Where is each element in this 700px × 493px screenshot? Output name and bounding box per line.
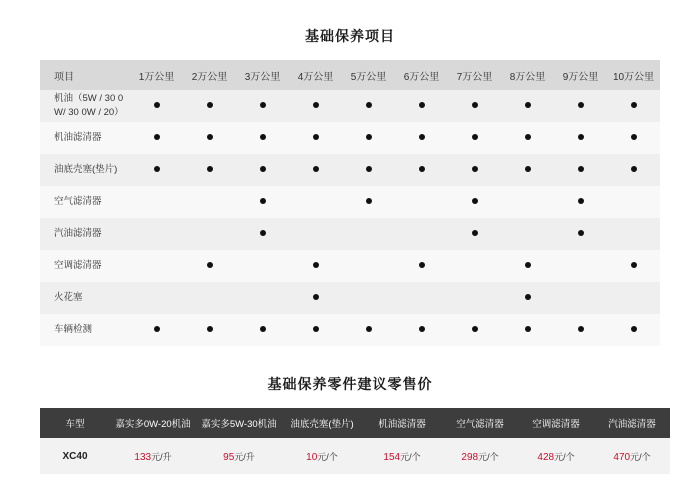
maintenance-empty-cell <box>342 282 395 314</box>
bullet-dot-icon <box>631 262 637 268</box>
maintenance-item-label: 空气滤清器 <box>54 196 102 208</box>
maintenance-mark-cell <box>342 186 395 218</box>
maintenance-empty-cell <box>236 250 289 282</box>
maintenance-mark-cell <box>183 90 236 122</box>
maintenance-empty-cell <box>183 186 236 218</box>
maintenance-mark-cell <box>448 218 501 250</box>
bullet-dot-icon <box>207 102 213 108</box>
parts-model-label: XC40 <box>40 438 110 474</box>
bullet-dot-icon <box>472 166 478 172</box>
maintenance-mark-cell <box>501 154 554 186</box>
parts-price-cell <box>442 438 518 474</box>
table-row <box>40 154 660 186</box>
bullet-dot-icon <box>525 166 531 172</box>
price-value: 154 <box>383 451 401 463</box>
bullet-dot-icon <box>578 166 584 172</box>
price-value: 95 <box>223 451 235 463</box>
bullet-dot-icon <box>631 166 637 172</box>
maintenance-table-body <box>40 90 660 346</box>
maintenance-mark-cell <box>289 282 342 314</box>
bullet-dot-icon <box>366 134 372 140</box>
table-row <box>40 314 660 346</box>
maintenance-mark-cell <box>395 314 448 346</box>
maintenance-empty-cell <box>395 218 448 250</box>
table-row <box>40 438 670 474</box>
bullet-dot-icon <box>525 102 531 108</box>
maintenance-empty-cell <box>130 282 183 314</box>
parts-price-table <box>40 408 670 474</box>
bullet-dot-icon <box>260 326 266 332</box>
maintenance-item-label: 机油滤清器 <box>54 132 102 144</box>
price-value: 428 <box>537 451 555 463</box>
maintenance-empty-cell <box>501 218 554 250</box>
maintenance-item-label: 汽油滤清器 <box>54 228 102 240</box>
maintenance-mark-cell <box>607 250 660 282</box>
maintenance-mark-cell <box>554 218 607 250</box>
table-header-row <box>40 60 660 90</box>
maintenance-mark-cell <box>395 154 448 186</box>
maintenance-mark-cell <box>448 122 501 154</box>
price-unit: 元/个 <box>478 451 499 462</box>
bullet-dot-icon <box>631 102 637 108</box>
maintenance-empty-cell <box>448 282 501 314</box>
parts-table-wrap <box>40 408 660 474</box>
bullet-dot-icon <box>525 262 531 268</box>
maintenance-mark-cell <box>554 186 607 218</box>
bullet-dot-icon <box>578 102 584 108</box>
maintenance-empty-cell <box>607 282 660 314</box>
maintenance-item-label: 火花塞 <box>54 292 83 304</box>
table-row <box>40 186 660 218</box>
column-header-70000km: 7万公里 <box>448 60 501 90</box>
parts-price-cell <box>196 438 282 474</box>
bullet-dot-icon <box>313 134 319 140</box>
price-unit: 元/个 <box>554 451 575 462</box>
bullet-dot-icon <box>313 102 319 108</box>
column-header-castrol-5w30: 嘉实多5W-30机油 <box>196 408 282 438</box>
maintenance-mark-cell <box>289 122 342 154</box>
price-value: 10 <box>306 451 318 463</box>
price-value: 470 <box>613 451 631 463</box>
price-unit: 元/个 <box>400 451 421 462</box>
column-header-60000km: 6万公里 <box>395 60 448 90</box>
parts-table-body <box>40 438 670 474</box>
price-unit: 元/个 <box>630 451 651 462</box>
maintenance-mark-cell <box>607 122 660 154</box>
maintenance-mark-cell <box>342 154 395 186</box>
maintenance-mark-cell <box>342 90 395 122</box>
maintenance-mark-cell <box>236 218 289 250</box>
parts-price-cell <box>594 438 670 474</box>
bullet-dot-icon <box>472 326 478 332</box>
bullet-dot-icon <box>313 166 319 172</box>
bullet-dot-icon <box>578 134 584 140</box>
parts-header-row <box>40 408 670 438</box>
maintenance-mark-cell <box>607 90 660 122</box>
maintenance-empty-cell <box>130 250 183 282</box>
maintenance-mark-cell <box>448 314 501 346</box>
column-header-90000km: 9万公里 <box>554 60 607 90</box>
bullet-dot-icon <box>419 102 425 108</box>
bullet-dot-icon <box>260 134 266 140</box>
bullet-dot-icon <box>260 198 266 204</box>
bullet-dot-icon <box>154 102 160 108</box>
column-header-40000km: 4万公里 <box>289 60 342 90</box>
bullet-dot-icon <box>260 230 266 236</box>
maintenance-empty-cell <box>236 282 289 314</box>
bullet-dot-icon <box>472 230 478 236</box>
maintenance-item-label: 机油（5W / 30 0W/ 30 0W / 20） <box>54 93 124 118</box>
bullet-dot-icon <box>525 294 531 300</box>
bullet-dot-icon <box>578 230 584 236</box>
maintenance-mark-cell <box>395 122 448 154</box>
maintenance-mark-cell <box>448 90 501 122</box>
bullet-dot-icon <box>207 134 213 140</box>
maintenance-item-label: 车辆检测 <box>54 324 93 336</box>
bullet-dot-icon <box>154 326 160 332</box>
maintenance-mark-cell <box>501 282 554 314</box>
price-value: 298 <box>461 451 479 463</box>
column-header-10000km: 1万公里 <box>130 60 183 90</box>
maintenance-mark-cell <box>501 122 554 154</box>
maintenance-empty-cell <box>554 282 607 314</box>
price-unit: 元/升 <box>151 451 172 462</box>
table-row <box>40 122 660 154</box>
maintenance-mark-cell <box>395 250 448 282</box>
maintenance-mark-cell <box>130 90 183 122</box>
bullet-dot-icon <box>578 198 584 204</box>
column-header-80000km: 8万公里 <box>501 60 554 90</box>
maintenance-mark-cell <box>501 90 554 122</box>
maintenance-mark-cell <box>183 154 236 186</box>
column-header-100000km: 10万公里 <box>607 60 660 90</box>
bullet-dot-icon <box>631 326 637 332</box>
maintenance-empty-cell <box>183 218 236 250</box>
column-header-castrol-0w20: 嘉实多0W-20机油 <box>110 408 196 438</box>
maintenance-schedule-table <box>40 60 660 346</box>
bullet-dot-icon <box>419 166 425 172</box>
column-header-ac-filter: 空调滤清器 <box>518 408 594 438</box>
maintenance-empty-cell <box>183 282 236 314</box>
maintenance-mark-cell <box>236 154 289 186</box>
bullet-dot-icon <box>472 102 478 108</box>
maintenance-mark-cell <box>183 122 236 154</box>
bullet-dot-icon <box>366 102 372 108</box>
table-row <box>40 218 660 250</box>
bullet-dot-icon <box>472 134 478 140</box>
maintenance-mark-cell <box>183 250 236 282</box>
maintenance-mark-cell <box>501 314 554 346</box>
maintenance-mark-cell <box>554 122 607 154</box>
maintenance-empty-cell <box>501 186 554 218</box>
maintenance-mark-cell <box>236 186 289 218</box>
maintenance-mark-cell <box>236 122 289 154</box>
bullet-dot-icon <box>419 134 425 140</box>
column-header-air-filter: 空气滤清器 <box>442 408 518 438</box>
bullet-dot-icon <box>419 262 425 268</box>
bullet-dot-icon <box>472 198 478 204</box>
maintenance-empty-cell <box>130 218 183 250</box>
maintenance-mark-cell <box>289 154 342 186</box>
maintenance-empty-cell <box>395 186 448 218</box>
maintenance-empty-cell <box>395 282 448 314</box>
bullet-dot-icon <box>207 166 213 172</box>
page-title-maintenance: 基础保养项目 <box>305 28 395 44</box>
maintenance-mark-cell <box>130 122 183 154</box>
column-header-50000km: 5万公里 <box>342 60 395 90</box>
bullet-dot-icon <box>313 294 319 300</box>
table-row <box>40 282 660 314</box>
column-header-sump-plug: 油底壳塞(垫片) <box>282 408 362 438</box>
maintenance-empty-cell <box>289 186 342 218</box>
bullet-dot-icon <box>154 134 160 140</box>
maintenance-empty-cell <box>607 186 660 218</box>
bullet-dot-icon <box>366 198 372 204</box>
maintenance-mark-cell <box>130 154 183 186</box>
table-row <box>40 90 660 122</box>
maintenance-mark-cell <box>448 154 501 186</box>
column-header-20000km: 2万公里 <box>183 60 236 90</box>
bullet-dot-icon <box>207 326 213 332</box>
maintenance-item-label: 空调滤清器 <box>54 260 102 272</box>
column-header-model: 车型 <box>40 408 110 438</box>
maintenance-mark-cell <box>183 314 236 346</box>
bullet-dot-icon <box>366 166 372 172</box>
parts-price-cell <box>518 438 594 474</box>
column-header-item: 项目 <box>40 60 130 90</box>
bullet-dot-icon <box>578 326 584 332</box>
maintenance-mark-cell <box>289 250 342 282</box>
maintenance-empty-cell <box>607 218 660 250</box>
maintenance-mark-cell <box>395 90 448 122</box>
bullet-dot-icon <box>525 326 531 332</box>
maintenance-empty-cell <box>130 186 183 218</box>
maintenance-mark-cell <box>554 154 607 186</box>
column-header-oil-filter: 机油滤清器 <box>362 408 442 438</box>
maintenance-mark-cell <box>501 250 554 282</box>
maintenance-empty-cell <box>289 218 342 250</box>
parts-price-cell <box>110 438 196 474</box>
price-unit: 元/个 <box>317 451 338 462</box>
maintenance-table-wrap <box>40 60 660 346</box>
maintenance-empty-cell <box>554 250 607 282</box>
price-value: 133 <box>134 451 152 463</box>
parts-price-cell <box>362 438 442 474</box>
bullet-dot-icon <box>260 166 266 172</box>
maintenance-mark-cell <box>289 314 342 346</box>
bullet-dot-icon <box>366 326 372 332</box>
maintenance-mark-cell <box>236 314 289 346</box>
maintenance-empty-cell <box>342 250 395 282</box>
price-unit: 元/升 <box>234 451 255 462</box>
parts-price-cell <box>282 438 362 474</box>
bullet-dot-icon <box>260 102 266 108</box>
bullet-dot-icon <box>207 262 213 268</box>
column-header-30000km: 3万公里 <box>236 60 289 90</box>
bullet-dot-icon <box>313 326 319 332</box>
maintenance-mark-cell <box>236 90 289 122</box>
maintenance-mark-cell <box>607 314 660 346</box>
bullet-dot-icon <box>525 134 531 140</box>
maintenance-item-label: 油底壳塞(垫片) <box>54 164 118 176</box>
maintenance-mark-cell <box>342 122 395 154</box>
maintenance-mark-cell <box>554 90 607 122</box>
maintenance-mark-cell <box>554 314 607 346</box>
maintenance-empty-cell <box>342 218 395 250</box>
page-title-parts: 基础保养零件建议零售价 <box>267 376 433 392</box>
maintenance-empty-cell <box>448 250 501 282</box>
maintenance-mark-cell <box>607 154 660 186</box>
bullet-dot-icon <box>631 134 637 140</box>
maintenance-mark-cell <box>342 314 395 346</box>
table-row <box>40 250 660 282</box>
maintenance-mark-cell <box>448 186 501 218</box>
column-header-fuel-filter: 汽油滤清器 <box>594 408 670 438</box>
maintenance-mark-cell <box>289 90 342 122</box>
bullet-dot-icon <box>154 166 160 172</box>
bullet-dot-icon <box>419 326 425 332</box>
maintenance-mark-cell <box>130 314 183 346</box>
bullet-dot-icon <box>313 262 319 268</box>
